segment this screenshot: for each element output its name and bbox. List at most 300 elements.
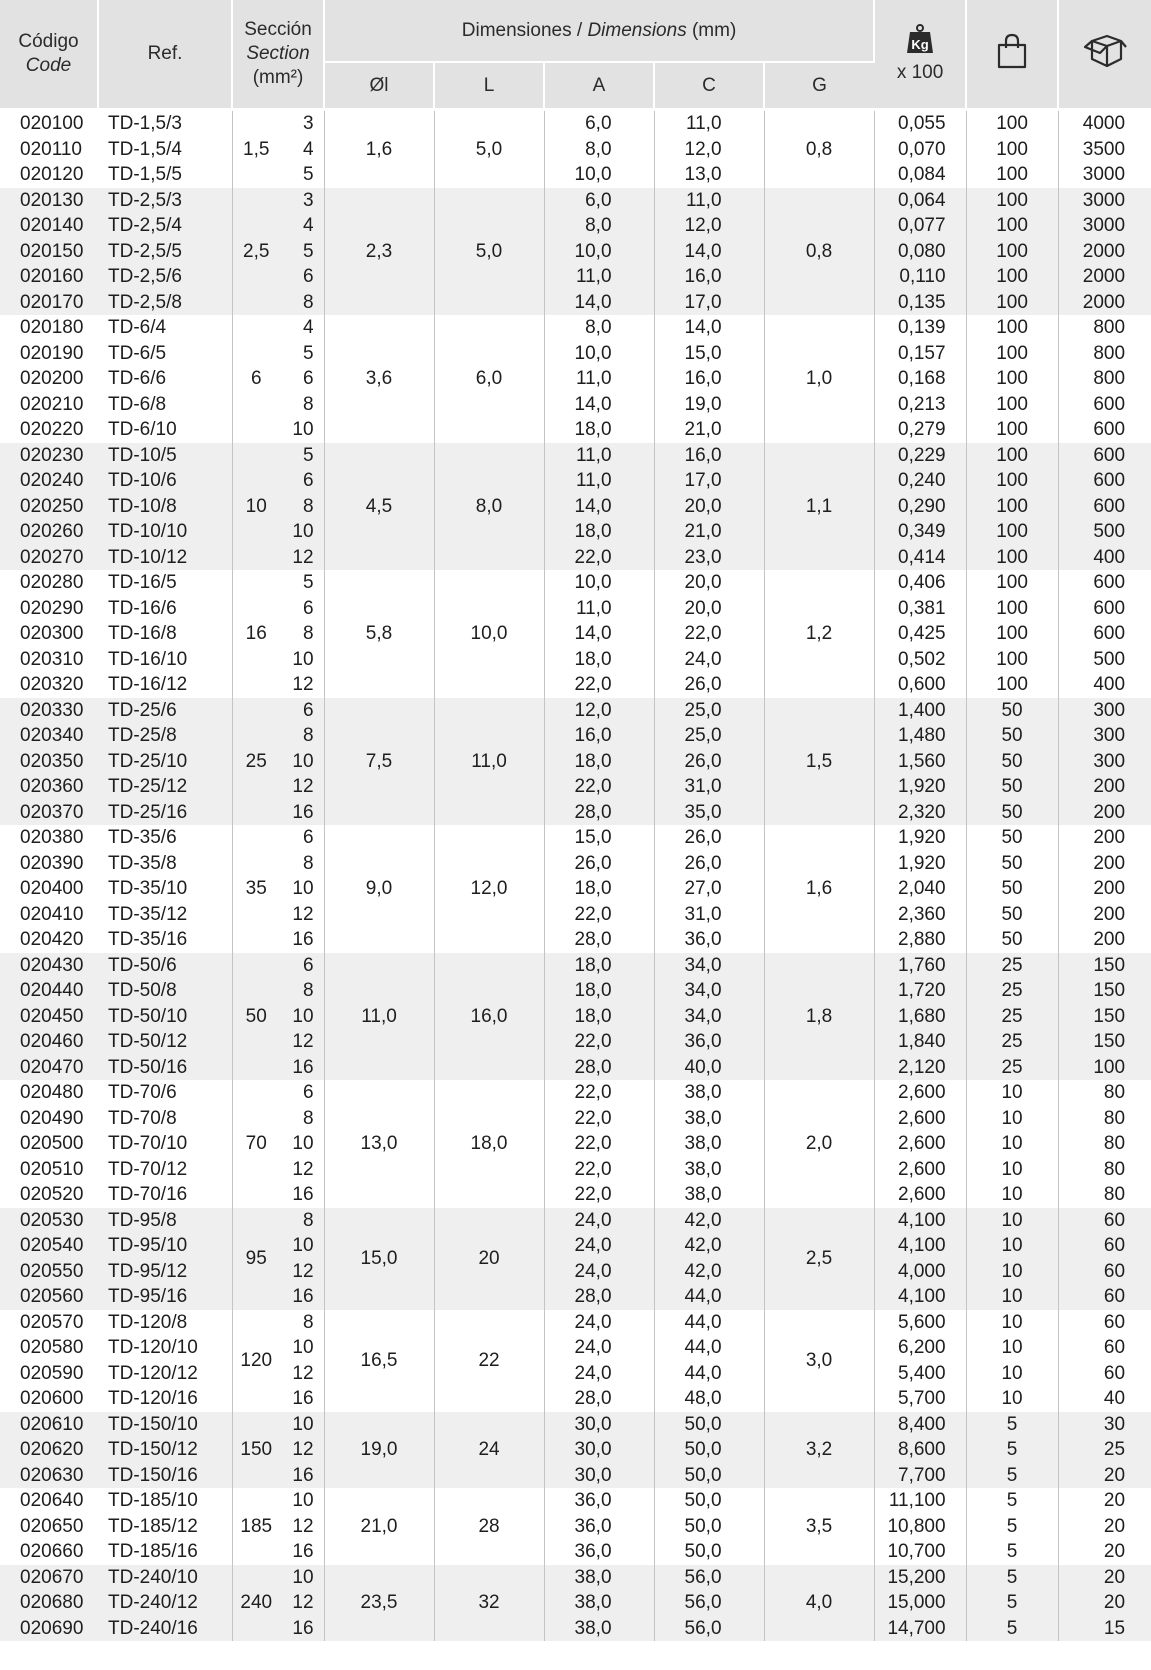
l-cell: 10,0	[434, 570, 544, 698]
ref-cell: TD-16/12	[98, 672, 232, 698]
code-cell: 020230	[0, 443, 98, 469]
c-cell: 34,0	[654, 953, 764, 979]
c-cell: 20,0	[654, 596, 764, 622]
c-cell: 56,0	[654, 1616, 764, 1642]
code-cell: 020280	[0, 570, 98, 596]
ref-cell: TD-240/10	[98, 1565, 232, 1591]
ref-cell: TD-6/6	[98, 366, 232, 392]
l-cell: 16,0	[434, 953, 544, 1081]
ref-cell: TD-16/10	[98, 647, 232, 673]
length-mm-cell: 3	[280, 111, 324, 137]
a-cell: 22,0	[544, 1182, 654, 1208]
g-cell: 1,8	[764, 953, 874, 1081]
length-mm-cell: 8	[280, 621, 324, 647]
length-mm-cell: 12	[280, 1157, 324, 1183]
box-qty-cell: 600	[1058, 443, 1151, 469]
ref-cell: TD-185/10	[98, 1488, 232, 1514]
code-cell: 020430	[0, 953, 98, 979]
a-cell: 38,0	[544, 1565, 654, 1591]
weight-cell: 2,600	[874, 1131, 966, 1157]
box-qty-cell: 2000	[1058, 290, 1151, 316]
box-qty-cell: 200	[1058, 876, 1151, 902]
table-row	[0, 264, 1151, 290]
code-cell: 020220	[0, 417, 98, 443]
section-cell: 50	[232, 953, 280, 1081]
bag-qty-cell: 50	[966, 927, 1058, 953]
weight-cell: 0,139	[874, 315, 966, 341]
code-cell: 020260	[0, 519, 98, 545]
table-row	[0, 468, 1151, 494]
ref-cell: TD-10/8	[98, 494, 232, 520]
code-cell: 020680	[0, 1590, 98, 1616]
bag-qty-cell: 10	[966, 1182, 1058, 1208]
ref-cell: TD-120/16	[98, 1386, 232, 1412]
ref-cell: TD-6/5	[98, 341, 232, 367]
section-cell: 150	[232, 1412, 280, 1489]
bag-qty-cell: 25	[966, 1004, 1058, 1030]
weight-cell: 15,000	[874, 1590, 966, 1616]
table-row	[0, 825, 1151, 851]
header-bag	[966, 0, 1058, 108]
table-row	[0, 927, 1151, 953]
weight-cell: 11,100	[874, 1488, 966, 1514]
length-mm-cell: 6	[280, 366, 324, 392]
table-row	[0, 1259, 1151, 1285]
c-cell: 34,0	[654, 1004, 764, 1030]
table-row	[0, 1029, 1151, 1055]
a-cell: 24,0	[544, 1208, 654, 1234]
code-cell: 020470	[0, 1055, 98, 1081]
diameter-cell: 23,5	[324, 1565, 434, 1642]
table-row	[0, 1106, 1151, 1132]
length-mm-cell: 6	[280, 698, 324, 724]
weight-cell: 1,400	[874, 698, 966, 724]
box-qty-cell: 20	[1058, 1488, 1151, 1514]
c-cell: 26,0	[654, 749, 764, 775]
length-mm-cell: 10	[280, 1488, 324, 1514]
a-cell: 22,0	[544, 1106, 654, 1132]
header-ol-label: Øl	[369, 74, 389, 96]
table-row	[0, 1514, 1151, 1540]
ref-cell: TD-16/8	[98, 621, 232, 647]
ref-cell: TD-2,5/3	[98, 188, 232, 214]
box-qty-cell: 100	[1058, 1055, 1151, 1081]
c-cell: 15,0	[654, 341, 764, 367]
header-ref	[98, 0, 232, 108]
length-mm-cell: 8	[280, 392, 324, 418]
length-mm-cell: 10	[280, 1131, 324, 1157]
bag-qty-cell: 10	[966, 1335, 1058, 1361]
c-cell: 16,0	[654, 443, 764, 469]
ref-cell: TD-16/6	[98, 596, 232, 622]
c-cell: 50,0	[654, 1539, 764, 1565]
header-dim-unit: (mm)	[686, 19, 737, 41]
length-mm-cell: 16	[280, 1539, 324, 1565]
weight-cell: 0,406	[874, 570, 966, 596]
g-cell: 1,0	[764, 315, 874, 443]
header-section-label: Section	[246, 43, 310, 64]
a-cell: 14,0	[544, 621, 654, 647]
length-mm-cell: 6	[280, 264, 324, 290]
length-mm-cell: 10	[280, 876, 324, 902]
code-cell: 020150	[0, 239, 98, 265]
length-mm-cell: 8	[280, 494, 324, 520]
ref-cell: TD-6/10	[98, 417, 232, 443]
table-row	[0, 366, 1151, 392]
ref-cell: TD-25/8	[98, 723, 232, 749]
ref-cell: TD-35/12	[98, 902, 232, 928]
table-row	[0, 1182, 1151, 1208]
section-cell: 35	[232, 825, 280, 953]
length-mm-cell: 8	[280, 851, 324, 877]
table-row	[0, 1157, 1151, 1183]
table-row	[0, 647, 1151, 673]
length-mm-cell: 10	[280, 1335, 324, 1361]
length-mm-cell: 10	[280, 1565, 324, 1591]
a-cell: 18,0	[544, 978, 654, 1004]
c-cell: 22,0	[654, 621, 764, 647]
code-cell: 020630	[0, 1463, 98, 1489]
length-mm-cell: 10	[280, 519, 324, 545]
length-mm-cell: 5	[280, 443, 324, 469]
weight-cell: 2,040	[874, 876, 966, 902]
a-cell: 11,0	[544, 596, 654, 622]
bag-qty-cell: 5	[966, 1616, 1058, 1642]
a-cell: 22,0	[544, 1029, 654, 1055]
diameter-cell: 19,0	[324, 1412, 434, 1489]
c-cell: 42,0	[654, 1208, 764, 1234]
box-qty-cell: 80	[1058, 1106, 1151, 1132]
table-row	[0, 545, 1151, 571]
bag-qty-cell: 5	[966, 1539, 1058, 1565]
section-group	[0, 443, 1151, 571]
code-cell: 020550	[0, 1259, 98, 1285]
weight-cell: 2,880	[874, 927, 966, 953]
ref-cell: TD-120/12	[98, 1361, 232, 1387]
code-cell: 020570	[0, 1310, 98, 1336]
a-cell: 18,0	[544, 1004, 654, 1030]
box-qty-cell: 150	[1058, 1029, 1151, 1055]
c-cell: 13,0	[654, 162, 764, 188]
weight-cell: 1,760	[874, 953, 966, 979]
a-cell: 12,0	[544, 698, 654, 724]
table-row	[0, 1208, 1151, 1234]
box-qty-cell: 20	[1058, 1514, 1151, 1540]
a-cell: 11,0	[544, 264, 654, 290]
table-row	[0, 1233, 1151, 1259]
length-mm-cell: 5	[280, 162, 324, 188]
section-group	[0, 953, 1151, 1081]
weight-cell: 2,320	[874, 800, 966, 826]
length-mm-cell: 10	[280, 417, 324, 443]
table-row	[0, 1437, 1151, 1463]
code-cell: 020200	[0, 366, 98, 392]
bag-qty-cell: 100	[966, 596, 1058, 622]
weight-cell: 10,700	[874, 1539, 966, 1565]
weight-cell: 2,600	[874, 1106, 966, 1132]
box-qty-cell: 200	[1058, 825, 1151, 851]
code-cell: 020370	[0, 800, 98, 826]
l-cell: 5,0	[434, 188, 544, 316]
ref-cell: TD-70/12	[98, 1157, 232, 1183]
table-row	[0, 137, 1151, 163]
bag-qty-cell: 10	[966, 1233, 1058, 1259]
c-cell: 16,0	[654, 366, 764, 392]
bag-qty-cell: 100	[966, 621, 1058, 647]
a-cell: 8,0	[544, 315, 654, 341]
a-cell: 8,0	[544, 137, 654, 163]
code-cell: 020590	[0, 1361, 98, 1387]
weight-cell: 0,425	[874, 621, 966, 647]
bag-qty-cell: 5	[966, 1437, 1058, 1463]
table-row	[0, 1335, 1151, 1361]
code-cell: 020250	[0, 494, 98, 520]
a-cell: 28,0	[544, 800, 654, 826]
bag-qty-cell: 10	[966, 1106, 1058, 1132]
ref-cell: TD-1,5/4	[98, 137, 232, 163]
weight-cell: 2,600	[874, 1080, 966, 1106]
box-qty-cell: 3500	[1058, 137, 1151, 163]
box-qty-cell: 600	[1058, 570, 1151, 596]
l-cell: 18,0	[434, 1080, 544, 1208]
length-mm-cell: 4	[280, 137, 324, 163]
table-row	[0, 494, 1151, 520]
code-cell: 020310	[0, 647, 98, 673]
table-row	[0, 417, 1151, 443]
ref-cell: TD-25/10	[98, 749, 232, 775]
weight-cell: 1,680	[874, 1004, 966, 1030]
table-row	[0, 902, 1151, 928]
diameter-cell: 5,8	[324, 570, 434, 698]
section-cell: 10	[232, 443, 280, 571]
code-cell: 020140	[0, 213, 98, 239]
length-mm-cell: 3	[280, 188, 324, 214]
ref-cell: TD-10/12	[98, 545, 232, 571]
box-icon	[1083, 33, 1127, 76]
table-row	[0, 1004, 1151, 1030]
bag-qty-cell: 25	[966, 978, 1058, 1004]
code-cell: 020690	[0, 1616, 98, 1642]
c-cell: 25,0	[654, 698, 764, 724]
a-cell: 10,0	[544, 239, 654, 265]
table-row	[0, 851, 1151, 877]
table-header	[0, 0, 1151, 108]
table-row	[0, 876, 1151, 902]
weight-cell: 5,700	[874, 1386, 966, 1412]
ref-cell: TD-35/8	[98, 851, 232, 877]
weight-cell: 0,084	[874, 162, 966, 188]
code-cell: 020180	[0, 315, 98, 341]
box-qty-cell: 20	[1058, 1463, 1151, 1489]
table-row	[0, 392, 1151, 418]
header-seccion-label: Sección	[244, 19, 312, 40]
a-cell: 10,0	[544, 162, 654, 188]
table-row	[0, 570, 1151, 596]
a-cell: 28,0	[544, 927, 654, 953]
a-cell: 18,0	[544, 876, 654, 902]
g-cell: 0,8	[764, 111, 874, 188]
ref-cell: TD-35/10	[98, 876, 232, 902]
box-qty-cell: 300	[1058, 723, 1151, 749]
weight-cell: 1,840	[874, 1029, 966, 1055]
c-cell: 23,0	[654, 545, 764, 571]
header-x100-label: x 100	[896, 61, 944, 83]
c-cell: 21,0	[654, 417, 764, 443]
a-cell: 26,0	[544, 851, 654, 877]
box-qty-cell: 600	[1058, 417, 1151, 443]
ref-cell: TD-10/10	[98, 519, 232, 545]
box-qty-cell: 600	[1058, 494, 1151, 520]
a-cell: 28,0	[544, 1284, 654, 1310]
table-row	[0, 341, 1151, 367]
bag-qty-cell: 100	[966, 672, 1058, 698]
box-qty-cell: 200	[1058, 774, 1151, 800]
table-row	[0, 443, 1151, 469]
length-mm-cell: 16	[280, 1055, 324, 1081]
length-mm-cell: 16	[280, 800, 324, 826]
length-mm-cell: 10	[280, 1233, 324, 1259]
bag-qty-cell: 100	[966, 494, 1058, 520]
table-row	[0, 111, 1151, 137]
weight-cell: 1,480	[874, 723, 966, 749]
weight-cell: 0,229	[874, 443, 966, 469]
a-cell: 38,0	[544, 1616, 654, 1642]
code-cell: 020300	[0, 621, 98, 647]
code-cell: 020170	[0, 290, 98, 316]
c-cell: 26,0	[654, 825, 764, 851]
section-group	[0, 1080, 1151, 1208]
bag-qty-cell: 10	[966, 1157, 1058, 1183]
bag-qty-cell: 100	[966, 290, 1058, 316]
g-cell: 1,6	[764, 825, 874, 953]
a-cell: 18,0	[544, 417, 654, 443]
table-row	[0, 290, 1151, 316]
a-cell: 8,0	[544, 213, 654, 239]
weight-cell: 2,360	[874, 902, 966, 928]
box-qty-cell: 20	[1058, 1565, 1151, 1591]
section-cell: 240	[232, 1565, 280, 1642]
box-qty-cell: 80	[1058, 1182, 1151, 1208]
c-cell: 50,0	[654, 1514, 764, 1540]
section-group	[0, 1565, 1151, 1642]
ref-cell: TD-1,5/5	[98, 162, 232, 188]
a-cell: 28,0	[544, 1386, 654, 1412]
header-ref-label: Ref.	[147, 43, 183, 64]
bag-qty-cell: 100	[966, 188, 1058, 214]
g-cell: 3,0	[764, 1310, 874, 1412]
box-qty-cell: 60	[1058, 1284, 1151, 1310]
header-code-label: Code	[25, 55, 72, 76]
length-mm-cell: 16	[280, 1616, 324, 1642]
table-row	[0, 621, 1151, 647]
diameter-cell: 16,5	[324, 1310, 434, 1412]
a-cell: 30,0	[544, 1437, 654, 1463]
ref-cell: TD-70/10	[98, 1131, 232, 1157]
c-cell: 27,0	[654, 876, 764, 902]
bag-qty-cell: 25	[966, 1029, 1058, 1055]
weight-cell: 0,135	[874, 290, 966, 316]
header-c	[654, 62, 764, 108]
bag-qty-cell: 100	[966, 162, 1058, 188]
section-cell: 16	[232, 570, 280, 698]
diameter-cell: 4,5	[324, 443, 434, 571]
svg-text:Kg: Kg	[911, 36, 929, 52]
length-mm-cell: 6	[280, 1080, 324, 1106]
bag-qty-cell: 100	[966, 647, 1058, 673]
a-cell: 10,0	[544, 341, 654, 367]
header-l-label: L	[483, 74, 495, 96]
c-cell: 19,0	[654, 392, 764, 418]
box-qty-cell: 2000	[1058, 264, 1151, 290]
ref-cell: TD-10/5	[98, 443, 232, 469]
weight-cell: 1,720	[874, 978, 966, 1004]
a-cell: 11,0	[544, 443, 654, 469]
length-mm-cell: 12	[280, 1029, 324, 1055]
length-mm-cell: 16	[280, 1463, 324, 1489]
section-group	[0, 188, 1151, 316]
weight-cell: 0,064	[874, 188, 966, 214]
table-row	[0, 723, 1151, 749]
box-qty-cell: 40	[1058, 1386, 1151, 1412]
c-cell: 31,0	[654, 774, 764, 800]
ref-cell: TD-50/10	[98, 1004, 232, 1030]
a-cell: 14,0	[544, 290, 654, 316]
l-cell: 5,0	[434, 111, 544, 188]
table-row	[0, 1055, 1151, 1081]
code-cell: 020500	[0, 1131, 98, 1157]
code-cell: 020110	[0, 137, 98, 163]
code-cell: 020650	[0, 1514, 98, 1540]
c-cell: 12,0	[654, 213, 764, 239]
c-cell: 50,0	[654, 1463, 764, 1489]
bag-qty-cell: 100	[966, 570, 1058, 596]
weight-cell: 2,600	[874, 1157, 966, 1183]
section-cell: 185	[232, 1488, 280, 1565]
bag-qty-cell: 10	[966, 1284, 1058, 1310]
ref-cell: TD-70/6	[98, 1080, 232, 1106]
weight-cell: 10,800	[874, 1514, 966, 1540]
g-cell: 3,5	[764, 1488, 874, 1565]
table-row	[0, 1386, 1151, 1412]
section-group	[0, 315, 1151, 443]
bag-qty-cell: 5	[966, 1488, 1058, 1514]
a-cell: 14,0	[544, 494, 654, 520]
ref-cell: TD-95/10	[98, 1233, 232, 1259]
box-qty-cell: 400	[1058, 672, 1151, 698]
length-mm-cell: 12	[280, 1590, 324, 1616]
box-qty-cell: 80	[1058, 1157, 1151, 1183]
header-g	[764, 62, 874, 108]
c-cell: 34,0	[654, 978, 764, 1004]
header-mm2-label: (mm²)	[252, 67, 304, 88]
diameter-cell: 2,3	[324, 188, 434, 316]
bag-qty-cell: 50	[966, 851, 1058, 877]
box-qty-cell: 60	[1058, 1361, 1151, 1387]
diameter-cell: 11,0	[324, 953, 434, 1081]
ref-cell: TD-16/5	[98, 570, 232, 596]
g-cell: 1,2	[764, 570, 874, 698]
weight-cell: 0,077	[874, 213, 966, 239]
bag-qty-cell: 10	[966, 1386, 1058, 1412]
box-qty-cell: 30	[1058, 1412, 1151, 1438]
weight-cell: 5,600	[874, 1310, 966, 1336]
table-row	[0, 1488, 1151, 1514]
c-cell: 21,0	[654, 519, 764, 545]
length-mm-cell: 10	[280, 647, 324, 673]
header-g-label: G	[812, 74, 827, 96]
weight-cell: 0,349	[874, 519, 966, 545]
c-cell: 42,0	[654, 1259, 764, 1285]
